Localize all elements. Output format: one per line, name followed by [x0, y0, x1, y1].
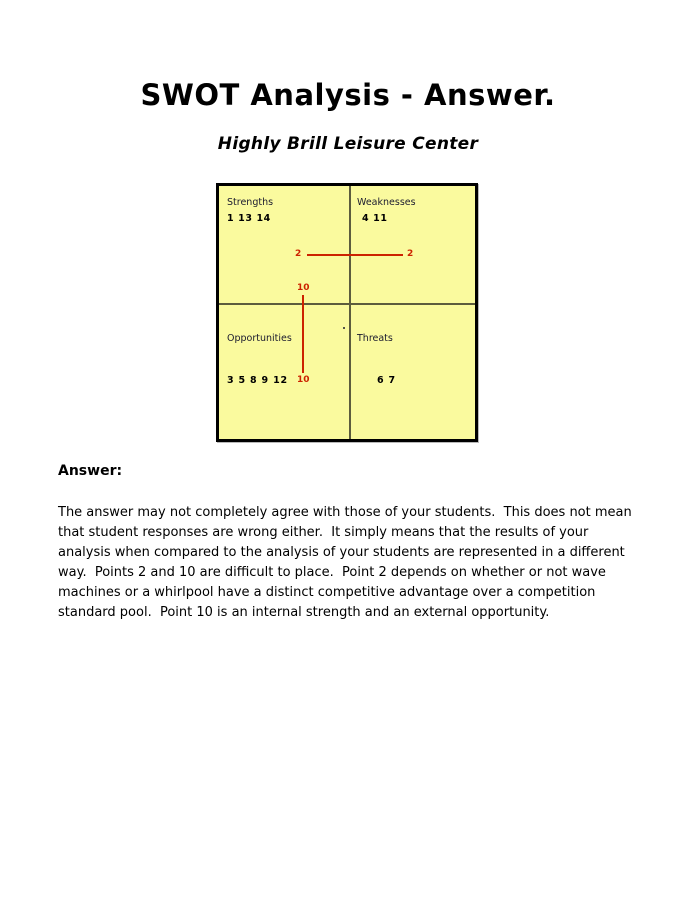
quadrant-label-strengths: Strengths — [227, 197, 274, 208]
quadrant-label-opportunities: Opportunities — [227, 333, 292, 344]
scan-speck-artifact — [343, 327, 345, 329]
matrix-vertical-divider — [349, 186, 351, 439]
swot-matrix-container — [216, 183, 478, 442]
annotation-line-vertical — [302, 295, 304, 373]
quadrant-items-weaknesses: 4 11 — [362, 213, 388, 224]
quadrant-label-threats: Threats — [357, 333, 393, 344]
annotation-label-point-2-weaknesses: 2 — [407, 249, 414, 259]
annotation-label-point-10-strengths: 10 — [297, 283, 310, 293]
annotation-label-point-10-opportunities: 10 — [297, 375, 310, 385]
annotation-line-horizontal — [307, 254, 403, 256]
quadrant-items-threats: 6 7 — [377, 375, 396, 386]
quadrant-items-strengths: 1 13 14 — [227, 213, 271, 224]
answer-heading: Answer: — [58, 463, 123, 479]
swot-matrix — [216, 183, 478, 442]
page-subtitle: Highly Brill Leisure Center — [217, 134, 479, 154]
answer-body-text: The answer may not completely agree with those of your students. This does not mean that student responses are wrong either. It simply means that the results of your analysis when compared to the analysis of your students are represented in a different way. Points 2 and 10 are difficult to place. Point 2 depends on whether or not wave machines or a whirlpool have a distinct competitive advantage over a competition standard pool. Point 10 is an internal strength and an external opportunity. — [58, 505, 636, 620]
quadrant-label-weaknesses: Weaknesses — [357, 197, 416, 208]
matrix-horizontal-divider — [219, 303, 475, 305]
page-title: SWOT Analysis - Answer. — [140, 78, 556, 112]
annotation-label-point-2-strengths: 2 — [295, 249, 302, 259]
quadrant-items-opportunities: 3 5 8 9 12 — [227, 375, 288, 386]
